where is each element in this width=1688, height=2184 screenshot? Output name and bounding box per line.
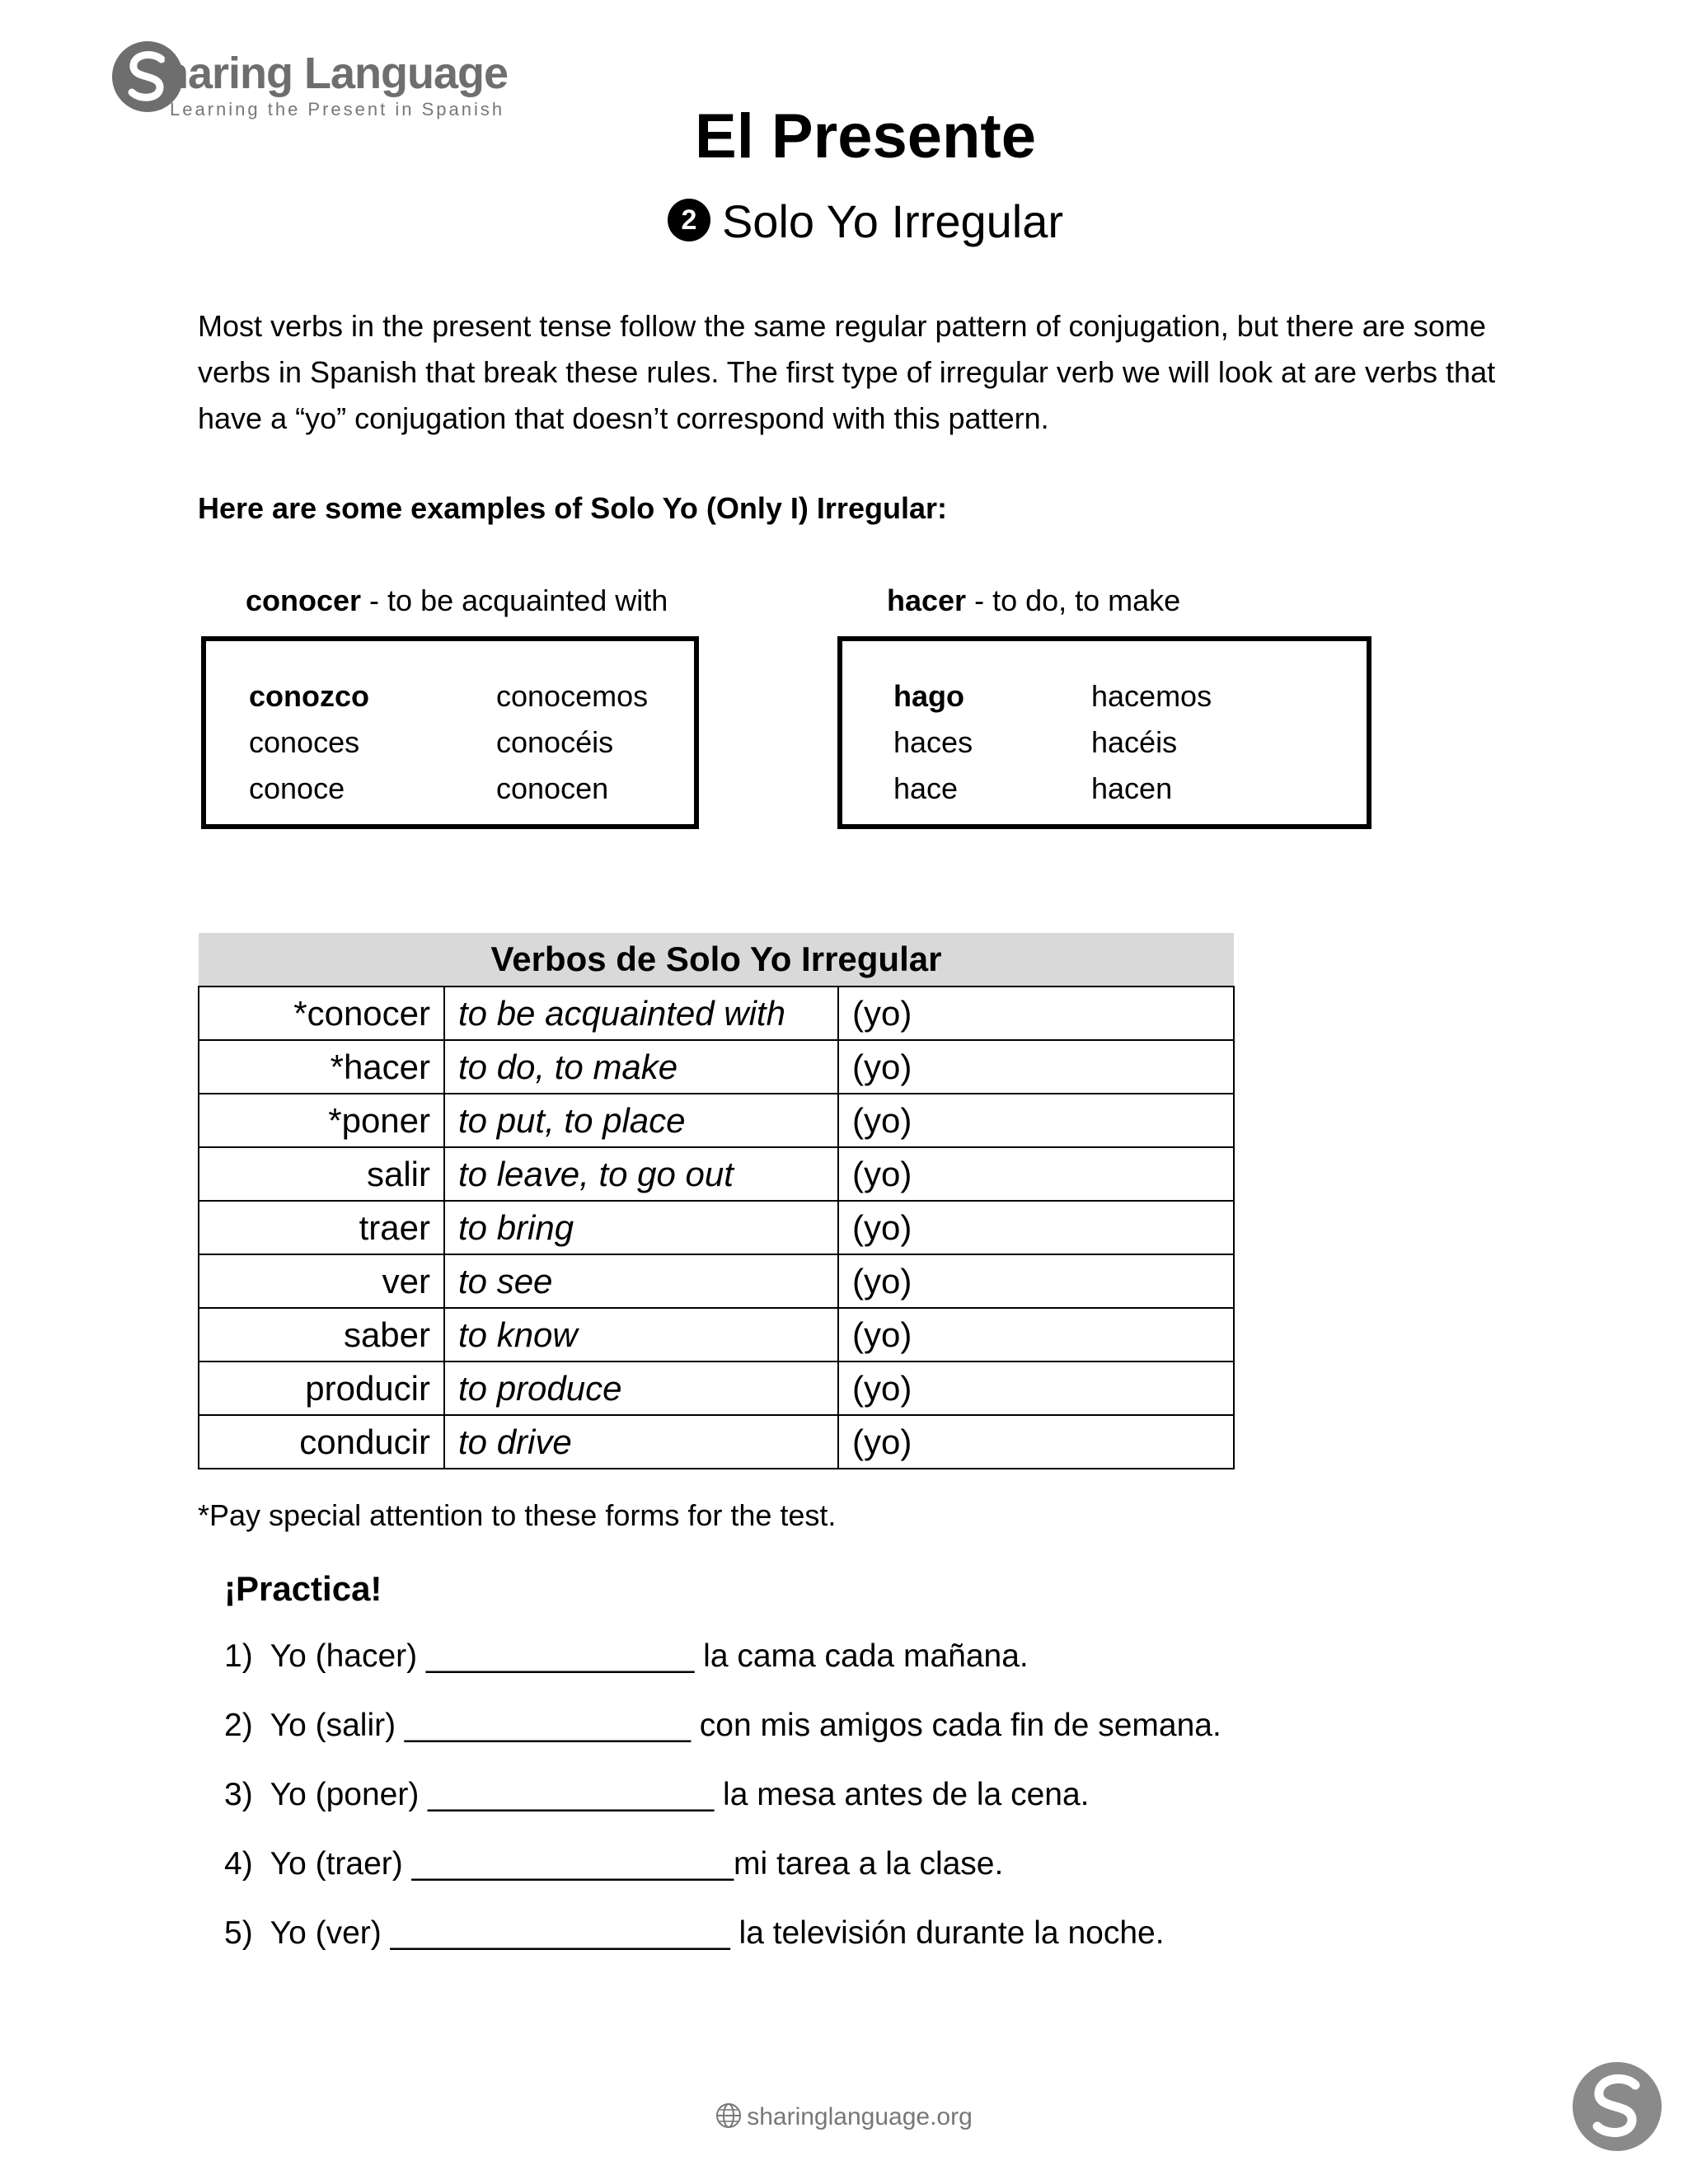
verb-meaning: to bring: [444, 1201, 838, 1254]
lesson-number-badge: 2: [668, 199, 710, 241]
logo-name: haring Language: [162, 49, 509, 98]
practice-item: 1) Yo (hacer) _______________ la cama cada mañana.: [224, 1638, 1029, 1674]
practice-item: 3) Yo (poner) ________________ la mesa antes de la cena.: [224, 1777, 1090, 1812]
footer: [0, 2103, 1688, 2131]
verb-infinitive: *poner: [199, 1094, 444, 1147]
verb-infinitive: traer: [199, 1201, 444, 1254]
example-verb: conocer: [246, 583, 362, 617]
table-row: [199, 1254, 1234, 1308]
verb-meaning: to produce: [444, 1361, 838, 1415]
table-row: [199, 1361, 1234, 1415]
yo-answer-cell: (yo): [838, 1147, 1234, 1201]
footnote: *Pay special attention to these forms for the test.: [198, 1498, 837, 1532]
table-row: [199, 1415, 1234, 1469]
practice-item: 5) Yo (ver) ___________________ la televisión durante la noche.: [224, 1915, 1165, 1951]
practice-item: 4) Yo (traer) __________________mi tarea a la clase.: [224, 1846, 1004, 1882]
yo-answer-cell: (yo): [838, 1201, 1234, 1254]
conj-yo: conozco: [249, 679, 370, 713]
yo-answer-cell: (yo): [838, 1415, 1234, 1469]
conj-vosotros: hacéis: [1091, 725, 1178, 759]
logo-tagline: Learning the Present in Spanish: [170, 99, 505, 120]
verb-infinitive: *hacer: [199, 1040, 444, 1094]
yo-answer-cell: (yo): [838, 1040, 1234, 1094]
verb-meaning: to be acquainted with: [444, 987, 838, 1040]
verb-meaning: to drive: [444, 1415, 838, 1469]
footer-url: sharinglanguage.org: [747, 2103, 973, 2130]
table-row: [199, 1094, 1234, 1147]
table-row: [199, 1201, 1234, 1254]
conj-tu: haces: [893, 725, 973, 759]
example-verb: hacer: [887, 583, 967, 617]
globe-icon: [715, 2102, 742, 2129]
verb-table-title: Verbos de Solo Yo Irregular: [199, 933, 1234, 987]
conjugation-box: [201, 636, 699, 829]
yo-answer-cell: (yo): [838, 1308, 1234, 1361]
practice-title: ¡Practica!: [224, 1569, 382, 1608]
yo-answer-cell: (yo): [838, 1094, 1234, 1147]
verb-meaning: to do, to make: [444, 1040, 838, 1094]
verb-infinitive: *conocer: [199, 987, 444, 1040]
conj-el: hace: [893, 771, 959, 805]
example-verb-title: [246, 583, 668, 618]
conj-el: conoce: [249, 771, 345, 805]
verb-infinitive: conducir: [199, 1415, 444, 1469]
conjugation-box: [837, 636, 1372, 829]
verb-meaning: to know: [444, 1308, 838, 1361]
practice-item: 2) Yo (salir) ________________ con mis amigos cada fin de semana.: [224, 1708, 1221, 1743]
yo-answer-cell: (yo): [838, 987, 1234, 1040]
subtitle-text: Solo Yo Irregular: [721, 195, 1064, 247]
example-verb-title: [887, 583, 1180, 618]
page-subtitle: [0, 194, 1688, 248]
yo-answer-cell: (yo): [838, 1254, 1234, 1308]
examples-heading: Here are some examples of Solo Yo (Only I) Irregular:: [198, 491, 947, 525]
conj-nosotros: hacemos: [1091, 679, 1212, 713]
conj-tu: conoces: [249, 725, 360, 759]
table-row: [199, 1308, 1234, 1361]
conj-nosotros: conocemos: [496, 679, 649, 713]
corner-logo-icon: [1571, 2060, 1663, 2153]
conj-ellos: hacen: [1091, 771, 1173, 805]
page-title: El Presente: [695, 101, 1036, 171]
example-meaning: - to do, to make: [966, 583, 1181, 617]
verb-infinitive: ver: [199, 1254, 444, 1308]
verb-infinitive: salir: [199, 1147, 444, 1201]
verb-meaning: to put, to place: [444, 1094, 838, 1147]
yo-answer-cell: (yo): [838, 1361, 1234, 1415]
table-row: [199, 1147, 1234, 1201]
verb-table: [198, 933, 1235, 1469]
example-meaning: - to be acquainted with: [361, 583, 668, 617]
verb-infinitive: producir: [199, 1361, 444, 1415]
verb-meaning: to see: [444, 1254, 838, 1308]
conj-ellos: conocen: [496, 771, 609, 805]
conj-yo: hago: [893, 679, 964, 713]
table-row: [199, 1040, 1234, 1094]
table-row: [199, 987, 1234, 1040]
intro-paragraph: Most verbs in the present tense follow the same regular pattern of conjugation, but there are some verbs in Spanish that break these rules. The first type of irregular verb we will look at are verbs that have a “yo” conjugation that doesn’t correspond with this pattern.: [198, 309, 1496, 435]
verb-meaning: to leave, to go out: [444, 1147, 838, 1201]
conj-vosotros: conocéis: [496, 725, 614, 759]
verb-infinitive: saber: [199, 1308, 444, 1361]
